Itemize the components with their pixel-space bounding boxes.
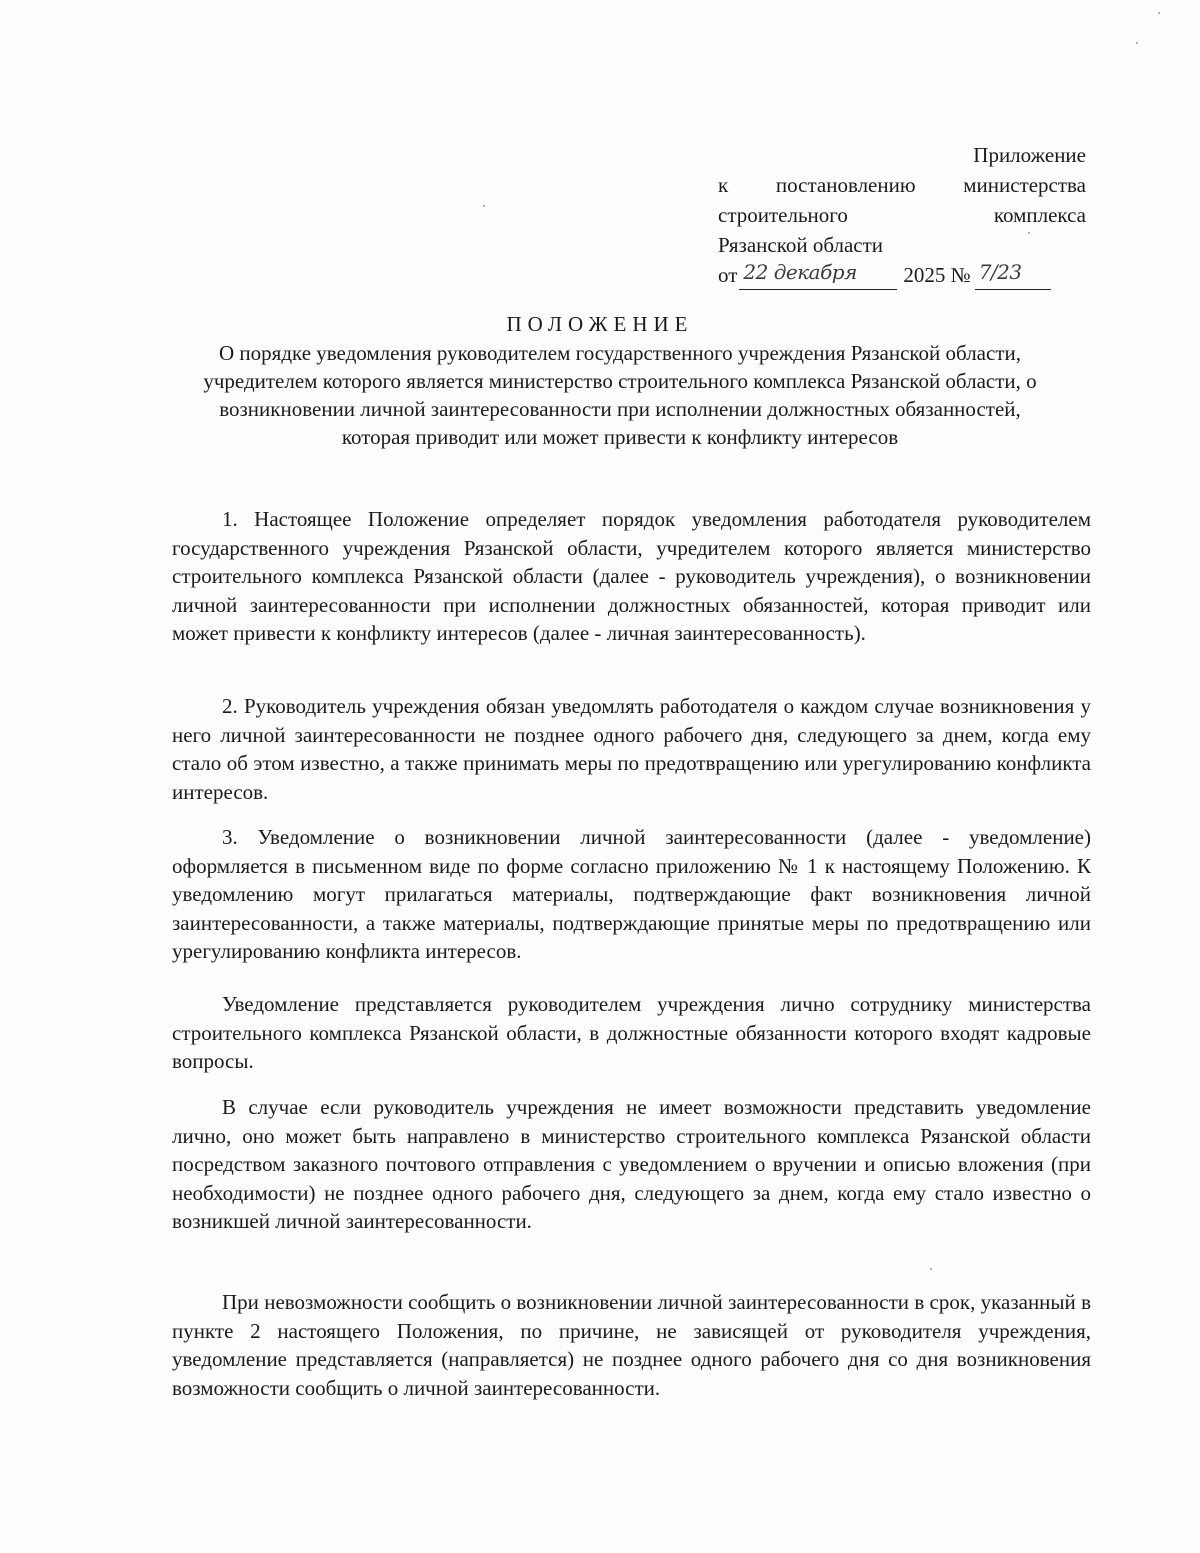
scan-speck — [1136, 42, 1138, 44]
document-title: ПОЛОЖЕНИЕ — [506, 312, 694, 336]
scan-speck — [930, 1268, 932, 1270]
paragraph-2: 2. Руководитель учреждения обязан уведомлять работодателя о каждом случае возникновения у него личной заинтересованности не позднее одного рабочего дня, следующего за днем, когда ему стало об этом известно, а также принимать меры по предотвращению или урегулированию конфликта интересов. — [172, 694, 1091, 804]
scan-speck — [1158, 12, 1160, 14]
date-year-number-label: 2025 № — [903, 263, 971, 287]
paragraph-3: 3. Уведомление о возникновении личной заинтересованности (далее - уведомление) оформляется в письменном виде по форме согласно приложению № 1 к настоящему Положению. К уведомлению могут прилагаться материалы, подтверждающие факт возникновения личной заинтересованности, а также материалы, подтверждающие принятые меры по предотвращению или урегулированию конфликта интересов. — [172, 825, 1091, 963]
paragraph-1: 1. Настоящее Положение определяет порядок уведомления работодателя руководителем государственного учреждения Рязанской области, учредителем которого является министерство строительного комплекса Рязанской области (далее - руководитель учреждения), о возникновении личной заинтересованности при исполнении должностных обязанностей, которая приводит или может привести к конфликту интересов (далее - личная заинтересованность). — [172, 507, 1091, 645]
appendix-date-line — [718, 260, 1086, 290]
appendix-label: Приложение — [973, 143, 1086, 167]
date-blank — [739, 260, 897, 290]
appendix-header — [718, 140, 1086, 290]
scan-speck — [483, 205, 485, 207]
paragraph-6: При невозможности сообщить о возникновении личной заинтересованности в срок, указанный в пункте 2 настоящего Положения, по причине, не зависящей от руководителя учреждения, уведомление представляется (направляется) не позднее одного рабочего дня со дня возникновения возможности сообщить о личной заинтересованности. — [172, 1290, 1091, 1400]
number-blank — [975, 260, 1051, 290]
paragraph-4: Уведомление представляется руководителем учреждения лично сотруднику министерства строительного комплекса Рязанской области, в должностные обязанности которого входят кадровые вопросы. — [172, 992, 1091, 1073]
appendix-resolution-line: к постановлению министерства — [718, 173, 1086, 197]
scan-speck — [1028, 232, 1030, 234]
document-subtitle: О порядке уведомления руководителем государственного учреждения Рязанской области, учредителем которого является министерство строительного комплекса Рязанской области, о возникновении личной заинтересованности при исполнении должностных обязанностей, которая приводит или может привести к конфликту интересов — [203, 341, 1037, 449]
paragraph-5: В случае если руководитель учреждения не имеет возможности представить уведомление лично, оно может быть направлено в министерство строительного комплекса Рязанской области посредством заказного почтового отправления с уведомлением о вручении и описью вложения (при необходимости) не позднее одного рабочего дня, следующего за днем, когда ему стало известно о возникшей личной заинтересованности. — [172, 1095, 1091, 1233]
appendix-ministry-line: строительного комплекса — [718, 203, 1086, 227]
handwritten-date: 22 декабря — [743, 260, 857, 284]
date-prefix: от — [718, 263, 738, 287]
handwritten-number: 7/23 — [978, 260, 1022, 284]
appendix-region-line: Рязанской области — [718, 233, 884, 257]
